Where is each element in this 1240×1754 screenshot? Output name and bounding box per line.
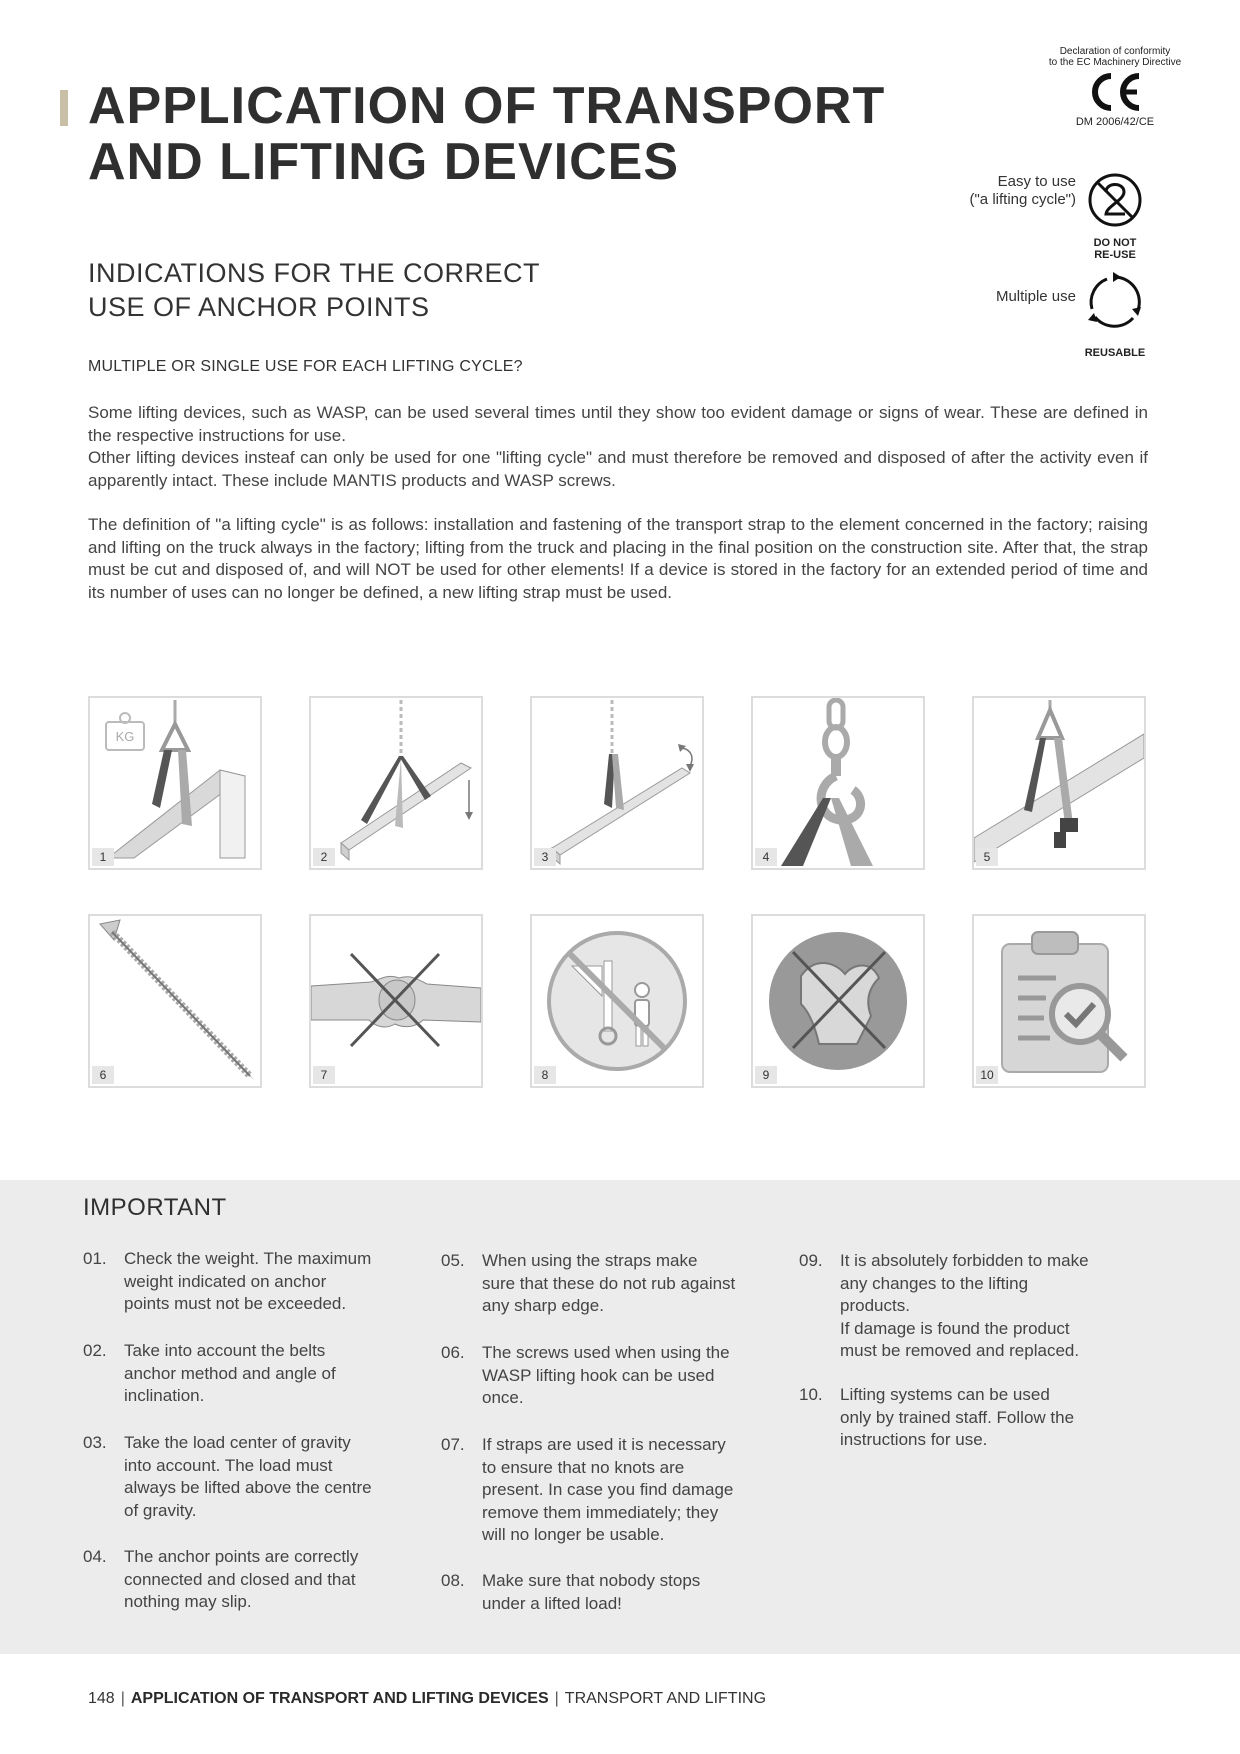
icon-tile-4 [751, 696, 925, 870]
icon-number-10: 10 [976, 1066, 998, 1084]
important-item-text [482, 1250, 782, 1318]
footer-separator: | [120, 1690, 125, 1707]
icon-tile-6 [88, 914, 262, 1088]
important-item-line: will no longer be usable. [482, 1525, 665, 1544]
section-subtitle-line-1: INDICATIONS FOR THE CORRECT [88, 258, 541, 288]
sharp-edge-strap-icon [974, 698, 1144, 868]
important-item-number: 04. [83, 1547, 107, 1566]
legend-do-not-reuse-caption [1065, 237, 1165, 261]
nobody-under-load-icon [532, 916, 702, 1086]
important-item-line: once. [482, 1388, 524, 1407]
footer-section: TRANSPORT AND LIFTING [564, 1690, 767, 1707]
important-item-number: 01. [83, 1249, 107, 1268]
important-item-line: remove them immediately; they [482, 1502, 719, 1522]
ce-caption [1030, 46, 1200, 68]
important-item-line: WASP lifting hook can be used [482, 1365, 715, 1385]
icon-tile-2 [309, 696, 483, 870]
important-title: IMPORTANT [83, 1194, 227, 1221]
important-item-line: Check the weight. The maximum [124, 1249, 372, 1268]
icon-number-2: 2 [313, 848, 335, 866]
important-item-number: 09. [799, 1251, 823, 1270]
important-item-line: to ensure that no knots are [482, 1457, 685, 1477]
hook-closed-icon [753, 698, 923, 868]
important-item-line: weight indicated on anchor [124, 1271, 327, 1291]
important-item-line: Take into account the belts [124, 1341, 326, 1360]
legend-single-use-line-1: Easy to use [997, 173, 1076, 190]
important-item-text [840, 1250, 1140, 1363]
page-title-line-2: AND LIFTING DEVICES [88, 133, 680, 191]
important-item-text [124, 1340, 424, 1408]
icon-number-3: 3 [534, 848, 556, 866]
important-item-line: sure that these do not rub against [482, 1273, 736, 1293]
important-item-text [482, 1342, 782, 1410]
section-subtitle [88, 256, 540, 324]
important-item-line: into account. The load must [124, 1455, 333, 1475]
important-item-line: When using the straps make [482, 1251, 698, 1270]
icon-number-9: 9 [755, 1066, 777, 1084]
important-item-line: inclination. [124, 1386, 205, 1405]
icon-tile-8 [530, 914, 704, 1088]
important-item-line: If damage is found the product [840, 1318, 1070, 1338]
kg-weight-label: KG [115, 729, 135, 744]
important-item-text [124, 1546, 424, 1614]
legend-reusable-caption: REUSABLE [1084, 347, 1146, 359]
important-item-line: must be removed and replaced. [840, 1341, 1080, 1360]
no-modifications-icon [753, 916, 923, 1086]
trained-staff-instructions-icon [974, 916, 1144, 1086]
legend-do-not-reuse-line-1: DO NOT [1093, 237, 1137, 249]
legend-multiple-use-label: Multiple use [995, 288, 1076, 305]
icon-number-8: 8 [534, 1066, 556, 1084]
icon-tile-7 [309, 914, 483, 1088]
important-item-line: of gravity. [124, 1500, 197, 1520]
section-question: MULTIPLE OR SINGLE USE FOR EACH LIFTING CYCLE? [88, 358, 523, 375]
icon-number-1: 1 [92, 848, 114, 866]
ce-caption-line-1: Declaration of conformity [1059, 46, 1171, 57]
page-footer [88, 1690, 766, 1708]
important-item-line: any sharp edge. [482, 1296, 604, 1315]
legend-single-use-label [969, 173, 1076, 209]
important-item-text [124, 1432, 424, 1522]
important-item-line: always be lifted above the centre [124, 1478, 372, 1497]
paragraph-3: The definition of "a lifting cycle" is as follows: installation and fastening of the transport strap to the element concerned in the factory; raising and lifting on the truck always in the factory; lifting from the truck and placing in the final position on the construction site. After that, the strap must be cut and disposed of, and will NOT be used for other elements! If a device is stored in the factory for an extended period of time and its number of uses can no longer be defined, a new lifting strap must be used. [88, 515, 1148, 602]
page-number: 148 [88, 1690, 115, 1707]
important-item-number: 06. [441, 1343, 465, 1362]
page-title [88, 78, 885, 190]
icon-tile-9 [751, 914, 925, 1088]
important-item-line: present. In case you find damage [482, 1480, 734, 1499]
important-section [0, 1180, 1240, 1654]
check-weight-icon [90, 698, 260, 868]
important-item-number: 10. [799, 1385, 823, 1404]
center-of-gravity-icon [532, 698, 702, 868]
footer-separator: | [554, 1690, 559, 1707]
important-item-line: any changes to the lifting [840, 1273, 1029, 1293]
important-item-line: Take the load center of gravity [124, 1433, 351, 1452]
important-item-number: 07. [441, 1435, 465, 1454]
icon-tile-3 [530, 696, 704, 870]
important-item-text [840, 1384, 1140, 1452]
legend-do-not-reuse-line-2: RE-USE [1094, 249, 1136, 261]
important-item-line: connected and closed and that [124, 1569, 356, 1589]
important-item-number: 02. [83, 1341, 107, 1360]
icon-number-5: 5 [976, 848, 998, 866]
reusable-icon [1085, 272, 1145, 332]
important-item-text [124, 1248, 424, 1316]
important-item-line: products. [840, 1296, 910, 1315]
important-item-text [482, 1570, 782, 1615]
ce-mark-icon [1085, 70, 1145, 114]
icon-tile-10 [972, 914, 1146, 1088]
important-item-line: Lifting systems can be used [840, 1385, 1050, 1404]
important-item-line: points must not be exceeded. [124, 1294, 347, 1313]
icon-number-7: 7 [313, 1066, 335, 1084]
important-item-line: It is absolutely forbidden to make [840, 1251, 1089, 1270]
ce-directive-reference: DM 2006/42/CE [1075, 116, 1155, 128]
icon-number-6: 6 [92, 1066, 114, 1084]
belt-angle-icon [311, 698, 481, 868]
important-item-line: If straps are used it is necessary [482, 1435, 726, 1454]
title-accent-bar [60, 90, 68, 126]
important-item-line: The anchor points are correctly [124, 1547, 359, 1566]
important-item-line: only by trained staff. Follow the [840, 1407, 1075, 1427]
icon-tile-1 [88, 696, 262, 870]
icon-tile-5 [972, 696, 1146, 870]
do-not-reuse-icon [1085, 170, 1145, 230]
important-item-number: 05. [441, 1251, 465, 1270]
important-item-line: instructions for use. [840, 1430, 988, 1449]
footer-chapter: APPLICATION OF TRANSPORT AND LIFTING DEVICES [130, 1690, 549, 1707]
important-item-line: anchor method and angle of [124, 1363, 336, 1383]
legend-single-use-line-2: ("a lifting cycle") [969, 191, 1076, 208]
ce-caption-line-2: to the EC Machinery Directive [1048, 57, 1182, 68]
paragraph-2: Other lifting devices insteaf can only be used for one "lifting cycle" and must therefore be removed and disposed of after the activity even if apparently intact. These include MANTIS products and WASP screws. [88, 448, 1148, 490]
no-knots-icon [311, 916, 481, 1086]
paragraph-1: Some lifting devices, such as WASP, can be used several times until they show too evident damage or signs of wear. These are defined in the respective instructions for use. [88, 403, 1148, 445]
page-title-line-1: APPLICATION OF TRANSPORT [88, 77, 886, 135]
important-item-text [482, 1434, 782, 1547]
important-item-line: nothing may slip. [124, 1592, 252, 1611]
icon-number-4: 4 [755, 848, 777, 866]
important-item-line: under a lifted load! [482, 1593, 622, 1613]
important-item-line: Make sure that nobody stops [482, 1571, 701, 1590]
important-item-number: 03. [83, 1433, 107, 1452]
important-item-line: The screws used when using the [482, 1343, 730, 1362]
section-subtitle-line-2: USE OF ANCHOR POINTS [88, 292, 430, 322]
screw-icon [90, 916, 260, 1086]
important-item-number: 08. [441, 1571, 465, 1590]
